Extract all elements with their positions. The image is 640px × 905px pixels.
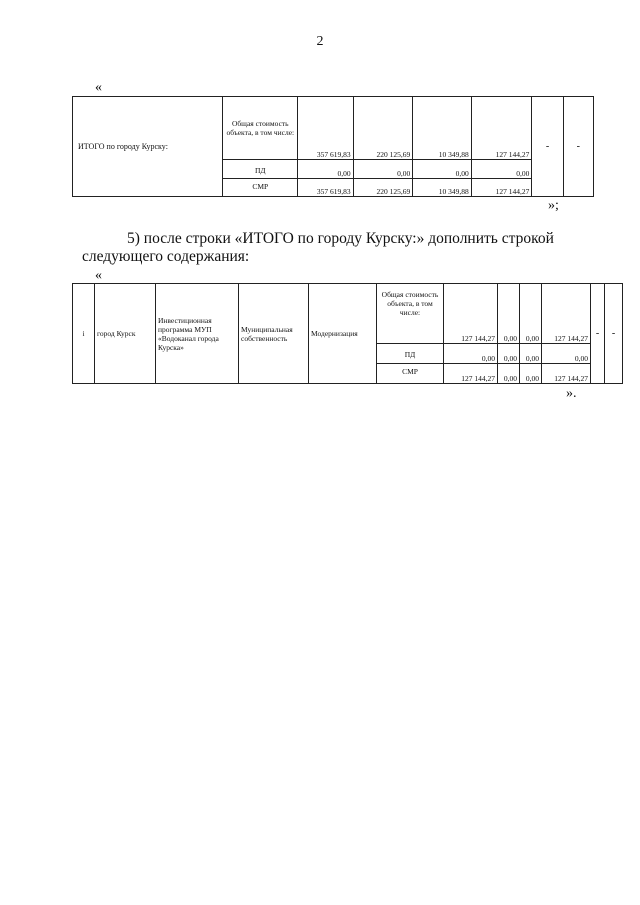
table-cell: 0,00 bbox=[542, 344, 591, 364]
table-cell: 10 349,88 bbox=[413, 97, 472, 160]
table-row bbox=[73, 284, 623, 344]
dash-cell: - bbox=[532, 97, 563, 197]
table-cell: 127 144,27 bbox=[542, 364, 591, 384]
table-cell: 0,00 bbox=[498, 284, 520, 344]
paragraph-line-2: следующего содержания: bbox=[82, 248, 250, 265]
table-cell: 0,00 bbox=[520, 284, 542, 344]
table-cell: 0,00 bbox=[298, 160, 354, 179]
table-cell: 0,00 bbox=[471, 160, 532, 179]
close-quote-1: »; bbox=[548, 198, 559, 213]
amendment-paragraph bbox=[82, 230, 579, 266]
city-table bbox=[72, 283, 623, 384]
row-label: ПД bbox=[223, 160, 298, 179]
table-cell: 0,00 bbox=[413, 160, 472, 179]
table-cell: 220 125,69 bbox=[353, 97, 413, 160]
table-cell: 0,00 bbox=[520, 364, 542, 384]
program-cell: Инвестиционная программа МУП «Водоканал города Курска» bbox=[156, 284, 239, 384]
row-label: СМР bbox=[223, 179, 298, 197]
dash-cell: - bbox=[605, 284, 623, 384]
table-cell: 127 144,27 bbox=[444, 364, 498, 384]
row-number: i bbox=[73, 284, 95, 384]
open-quote-2: « bbox=[95, 268, 102, 283]
row-label: Общая стоимость объекта, в том числе: bbox=[377, 284, 444, 344]
table-cell: 357 619,83 bbox=[298, 97, 354, 160]
table-cell: 127 144,27 bbox=[542, 284, 591, 344]
row-label: Общая стоимость объекта, в том числе: bbox=[223, 97, 298, 160]
table-row bbox=[73, 97, 594, 160]
open-quote-1: « bbox=[95, 80, 102, 95]
city-cell: город Курск bbox=[95, 284, 156, 384]
dash-cell: - bbox=[591, 284, 605, 384]
table-cell: 127 144,27 bbox=[471, 97, 532, 160]
table-cell: 0,00 bbox=[498, 364, 520, 384]
paragraph-line-1: 5) после строки «ИТОГО по городу Курску:» дополнить строкой bbox=[127, 230, 554, 247]
dash-cell: - bbox=[563, 97, 593, 197]
table-cell: 0,00 bbox=[353, 160, 413, 179]
total-table bbox=[72, 96, 594, 197]
table-cell: 0,00 bbox=[498, 344, 520, 364]
table-cell: 0,00 bbox=[444, 344, 498, 364]
total-label: ИТОГО по городу Курску: bbox=[73, 97, 223, 197]
page-number: 2 bbox=[316, 34, 324, 49]
table-cell: 0,00 bbox=[520, 344, 542, 364]
type-cell: Модернизация bbox=[309, 284, 377, 384]
row-label: СМР bbox=[377, 364, 444, 384]
table-cell: 127 144,27 bbox=[471, 179, 532, 197]
row-label: ПД bbox=[377, 344, 444, 364]
ownership-cell: Муниципальная собственность bbox=[239, 284, 309, 384]
table-cell: 220 125,69 bbox=[353, 179, 413, 197]
table-cell: 127 144,27 bbox=[444, 284, 498, 344]
table-cell: 357 619,83 bbox=[298, 179, 354, 197]
table-cell: 10 349,88 bbox=[413, 179, 472, 197]
close-quote-2: ». bbox=[566, 386, 577, 401]
